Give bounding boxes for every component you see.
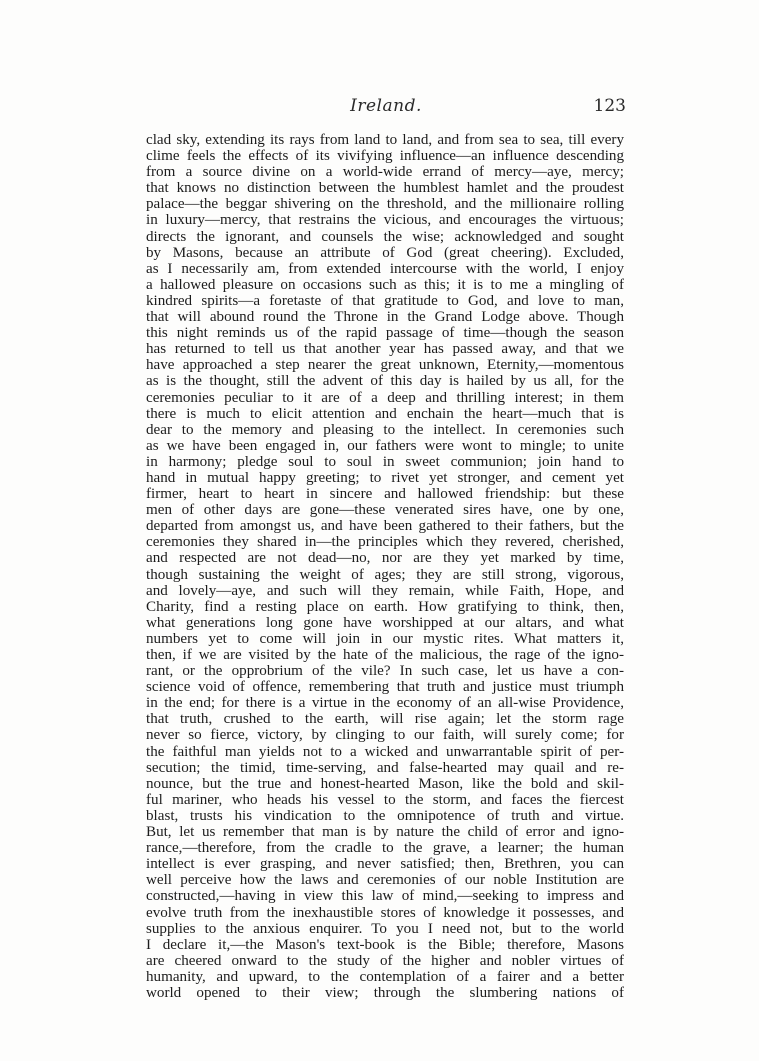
text-line: there is much to elicit attention and enchain the heart—much that is bbox=[146, 405, 624, 422]
text-line: departed from amongst us, and have been gathered to their fathers, but the bbox=[146, 518, 624, 535]
text-line: hand in mutual happy greeting; to rivet yet stronger, and cement yet bbox=[146, 469, 624, 486]
text-line: the faithful man yields not to a wicked and unwarrantable spirit of per- bbox=[146, 743, 624, 760]
text-line: dear to the memory and pleasing to the intellect. In ceremonies such bbox=[146, 421, 624, 438]
text-line: supplies to the anxious enquirer. To you I need not, but to the world bbox=[146, 920, 624, 937]
text-line: blast, trusts his vindication to the omnipotence of truth and virtue. bbox=[146, 807, 624, 824]
text-line: intellect is ever grasping, and never satisfied; then, Brethren, you can bbox=[146, 856, 624, 873]
text-line: in harmony; pledge soul to soul in sweet communion; join hand to bbox=[146, 453, 624, 470]
text-line: that knows no distinction between the humblest hamlet and the proudest bbox=[146, 180, 624, 197]
text-line: has returned to tell us that another year has passed away, and that we bbox=[146, 341, 624, 358]
text-line: then, if we are visited by the hate of the malicious, the rage of the igno- bbox=[146, 647, 624, 663]
page-number: 123 bbox=[593, 96, 626, 116]
text-line: that will abound round the Throne in the Grand Lodge above. Though bbox=[146, 309, 624, 326]
running-title: Ireland. bbox=[350, 96, 422, 116]
text-line: palace—the beggar shivering on the threshold, and the millionaire rolling bbox=[146, 196, 624, 213]
text-line: clad sky, extending its rays from land to land, and from sea to sea, till every bbox=[146, 132, 624, 148]
text-line: world opened to their view; through the slumbering nations of bbox=[146, 984, 624, 1001]
text-line: well perceive how the laws and ceremonies of our noble Institution are bbox=[146, 872, 624, 889]
text-line: Charity, find a resting place on earth. How gratifying to think, then, bbox=[146, 598, 624, 615]
text-line: firmer, heart to heart in sincere and hallowed friendship: but these bbox=[146, 486, 624, 503]
text-line: ful mariner, who heads his vessel to the storm, and faces the fiercest bbox=[146, 791, 624, 808]
text-line: that truth, crushed to the earth, will rise again; let the storm rage bbox=[146, 711, 624, 728]
text-line: as I necessarily am, from extended intercourse with the world, I enjoy bbox=[146, 260, 624, 277]
text-line: clime feels the effects of its vivifying influence—an influence descending bbox=[146, 148, 624, 165]
text-line: from a source divine on a world-wide errand of mercy—aye, mercy; bbox=[146, 164, 624, 181]
text-line: ceremonies peculiar to it are of a deep and thrilling interest; in them bbox=[146, 389, 624, 406]
text-line: numbers yet to come will join in our mystic rites. What matters it, bbox=[146, 630, 624, 647]
text-line: have approached a step nearer the great unknown, Eternity,—momentous bbox=[146, 357, 624, 374]
text-line: by Masons, because an attribute of God (great cheering). Excluded, bbox=[146, 244, 624, 261]
text-line: rant, or the opprobrium of the vile? In such case, let us have a con- bbox=[146, 663, 624, 680]
text-line: constructed,—having in view this law of mind,—seeking to impress and bbox=[146, 888, 624, 905]
text-line: science void of offence, remembering that truth and justice must triumph bbox=[146, 679, 624, 696]
text-line: and lovely—aye, and such will they remain, while Faith, Hope, and bbox=[146, 582, 624, 599]
text-line: this night reminds us of the rapid passage of time—though the season bbox=[146, 325, 624, 342]
text-line: as we have been engaged in, our fathers were wont to mingle; to unite bbox=[146, 437, 624, 454]
text-line: in luxury—mercy, that restrains the vicious, and encourages the virtuous; bbox=[146, 212, 624, 229]
page-header bbox=[146, 96, 626, 122]
text-line: a hallowed pleasure on occasions such as this; it is to me a mingling of bbox=[146, 276, 624, 293]
text-line: in the end; for there is a virtue in the economy of an all-wise Providence, bbox=[146, 695, 624, 712]
text-line: kindred spirits—a foretaste of that gratitude to God, and love to man, bbox=[146, 292, 624, 309]
body-text bbox=[146, 132, 624, 1001]
text-line: I declare it,—the Mason's text-book is the Bible; therefore, Masons bbox=[146, 936, 624, 953]
text-line: evolve truth from the inexhaustible stores of knowledge it possesses, and bbox=[146, 904, 624, 921]
text-line: and respected are not dead—no, nor are they yet marked by time, bbox=[146, 550, 624, 567]
text-line: men of other days are gone—these venerated sires have, one by one, bbox=[146, 502, 624, 519]
text-line: though sustaining the weight of ages; they are still strong, vigorous, bbox=[146, 566, 624, 583]
text-line: But, let us remember that man is by nature the child of error and igno- bbox=[146, 824, 624, 841]
text-line: rance,—therefore, from the cradle to the grave, a learner; the human bbox=[146, 840, 624, 857]
text-line: directs the ignorant, and counsels the wise; acknowledged and sought bbox=[146, 228, 624, 245]
text-line: secution; the timid, time-serving, and false-hearted may quail and re- bbox=[146, 759, 624, 776]
text-line: never so fierce, victory, by clinging to our faith, will surely come; for bbox=[146, 727, 624, 744]
text-line: are cheered onward to the study of the higher and nobler virtues of bbox=[146, 952, 624, 969]
text-line: what generations long gone have worshipped at our altars, and what bbox=[146, 614, 624, 631]
text-line: as is the thought, still the advent of this day is hailed by us all, for the bbox=[146, 373, 624, 390]
text-line: humanity, and upward, to the contemplation of a fairer and a better bbox=[146, 968, 624, 985]
text-line: nounce, but the true and honest-hearted Mason, like the bold and skil- bbox=[146, 775, 624, 792]
text-line: ceremonies they shared in—the principles which they revered, cherished, bbox=[146, 534, 624, 551]
